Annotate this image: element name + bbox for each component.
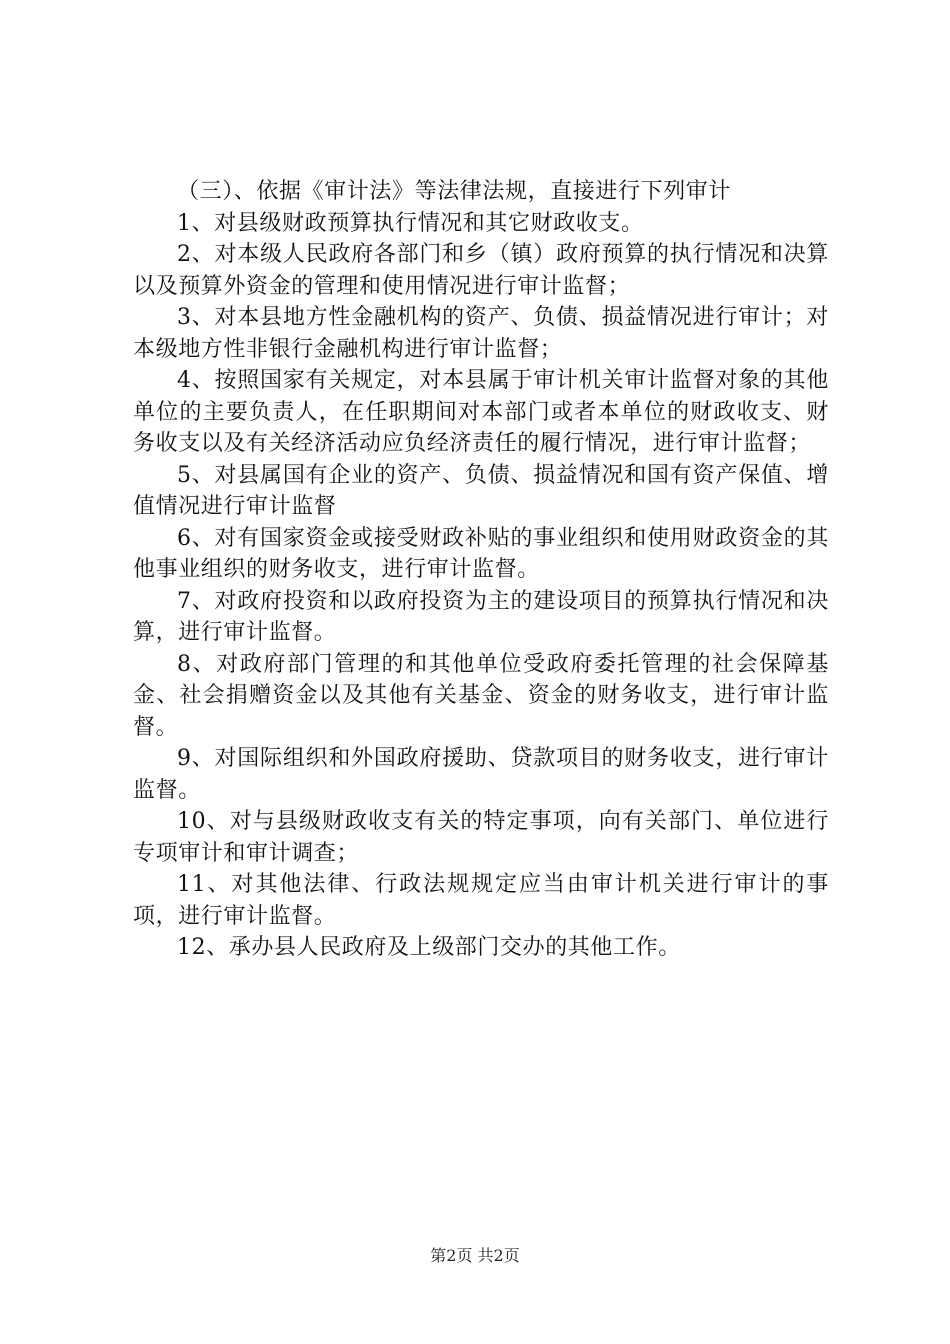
list-item: 7、对政府投资和以政府投资为主的建设项目的预算执行情况和决算，进行审计监督。 [133, 588, 829, 645]
list-item: 2、对本级人民政府各部门和乡（镇）政府预算的执行情况和决算以及预算外资金的管理和使用情况进行审计监督； [133, 242, 829, 299]
list-item: 6、对有国家资金或接受财政补贴的事业组织和使用财政资金的其他事业组织的财务收支，进行审计监督。 [133, 525, 829, 582]
list-item: 10、对与县级财政收支有关的特定事项，向有关部门、单位进行专项审计和审计调查； [133, 809, 829, 866]
list-item: 12、承办县人民政府及上级部门交办的其他工作。 [177, 935, 681, 960]
list-item: 3、对本县地方性金融机构的资产、负债、损益情况进行审计；对本级地方性非银行金融机构进行审计监督； [133, 305, 829, 362]
list-item: 4、按照国家有关规定，对本县属于审计机关审计监督对象的其他单位的主要负责人，在任职期间对本部门或者本单位的财政收支、财务收支以及有关经济活动应负经济责任的履行情况，进行审计监督； [133, 368, 829, 456]
list-item: 8、对政府部门管理的和其他单位受政府委托管理的社会保障基金、社会捐赠资金以及其他有关基金、资金的财务收支，进行审计监督。 [133, 651, 829, 740]
list-item: 1、对县级财政预算执行情况和其它财政收支。 [177, 210, 644, 236]
list-item: 9、对国际组织和外国政府援助、贷款项目的财务收支，进行审计监督。 [133, 746, 829, 803]
list-item: 5、对县属国有企业的资产、负债、损益情况和国有资产保值、增值情况进行审计监督 [133, 462, 829, 519]
document-body [133, 176, 829, 964]
page-number-footer: 第2页 共2页 [430, 1246, 520, 1265]
section-heading: （三）、依据《审计法》等法律法规，直接进行下列审计 [177, 179, 732, 204]
list-item: 11、对其他法律、行政法规规定应当由审计机关进行审计的事项，进行审计监督。 [133, 872, 829, 929]
